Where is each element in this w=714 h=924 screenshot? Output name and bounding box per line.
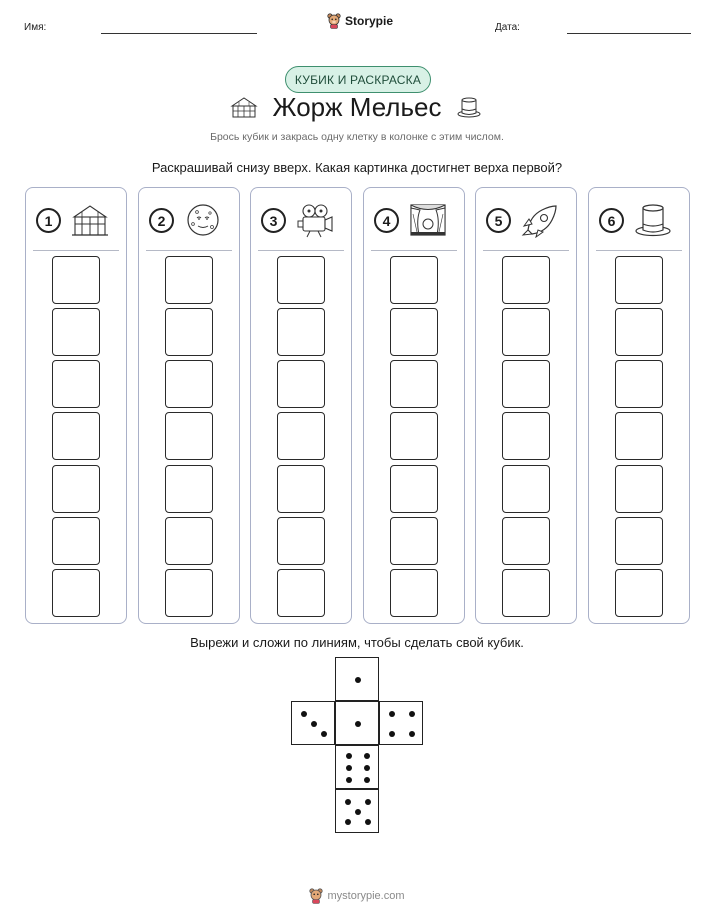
column-divider	[483, 250, 569, 251]
column-divider	[258, 250, 344, 251]
dice-pip	[364, 777, 370, 783]
dice-pip	[365, 799, 371, 805]
color-cell[interactable]	[277, 308, 325, 356]
dice-face-4	[379, 701, 423, 745]
color-cell[interactable]	[277, 360, 325, 408]
column-1	[25, 187, 127, 624]
color-cell[interactable]	[52, 256, 100, 304]
dice-pip	[355, 809, 361, 815]
color-cell[interactable]	[615, 360, 663, 408]
name-label: Имя:	[24, 22, 47, 33]
color-cell[interactable]	[165, 465, 213, 513]
activity-tag: КУБИК И РАСКРАСКА	[285, 66, 431, 93]
color-cell[interactable]	[502, 308, 550, 356]
dice-pip	[365, 819, 371, 825]
column-4	[363, 187, 465, 624]
rocket-icon	[520, 202, 560, 238]
color-cell[interactable]	[390, 412, 438, 460]
column-divider	[371, 250, 457, 251]
column-number: 2	[149, 208, 174, 233]
color-cell[interactable]	[52, 465, 100, 513]
color-cell[interactable]	[390, 569, 438, 617]
dice-pip	[409, 731, 415, 737]
color-cell[interactable]	[52, 360, 100, 408]
cut-instruction: Вырежи и сложи по линиям, чтобы сделать свой кубик.	[190, 635, 524, 650]
color-cell[interactable]	[390, 256, 438, 304]
dice-pip	[301, 711, 307, 717]
color-cell[interactable]	[277, 412, 325, 460]
color-cell[interactable]	[52, 308, 100, 356]
color-cell[interactable]	[502, 465, 550, 513]
date-line[interactable]	[567, 33, 691, 34]
dice-pip	[345, 799, 351, 805]
top-hat-icon	[633, 202, 673, 238]
column-6	[588, 187, 690, 624]
dice-face-1	[335, 657, 379, 701]
name-line[interactable]	[101, 33, 257, 34]
color-cell[interactable]	[52, 412, 100, 460]
column-divider	[146, 250, 232, 251]
dice-pip	[355, 721, 361, 727]
color-cell[interactable]	[390, 360, 438, 408]
column-3	[250, 187, 352, 624]
color-cell[interactable]	[165, 256, 213, 304]
color-cell[interactable]	[615, 412, 663, 460]
subtitle: Брось кубик и закрась одну клетку в колонке с этим числом.	[210, 131, 504, 143]
color-cell[interactable]	[502, 569, 550, 617]
color-cell[interactable]	[165, 517, 213, 565]
color-cell[interactable]	[615, 465, 663, 513]
dice-pip	[346, 765, 352, 771]
color-cell[interactable]	[277, 517, 325, 565]
color-cell[interactable]	[277, 256, 325, 304]
footer-url[interactable]: mystorypie.com	[327, 890, 405, 902]
column-number: 4	[374, 208, 399, 233]
column-number: 6	[599, 208, 624, 233]
bear-mascot-icon	[327, 13, 341, 29]
date-label: Дата:	[495, 22, 520, 33]
column-number: 5	[486, 208, 511, 233]
color-cell[interactable]	[165, 569, 213, 617]
bear-mascot-icon	[309, 888, 323, 904]
color-cell[interactable]	[502, 256, 550, 304]
column-divider	[33, 250, 119, 251]
column-number: 1	[36, 208, 61, 233]
moon-face-icon	[183, 202, 223, 238]
greenhouse-icon	[70, 202, 110, 238]
brand-name: Storypie	[345, 14, 394, 28]
dice-face-6	[335, 745, 379, 789]
color-cell[interactable]	[277, 465, 325, 513]
theater-stage-icon	[408, 202, 448, 238]
color-cell[interactable]	[390, 517, 438, 565]
dice-pip	[345, 819, 351, 825]
color-cell[interactable]	[502, 517, 550, 565]
color-cell[interactable]	[390, 465, 438, 513]
dice-face-5	[335, 789, 379, 833]
color-cell[interactable]	[502, 360, 550, 408]
column-number: 3	[261, 208, 286, 233]
dice-face-1	[335, 701, 379, 745]
film-camera-icon	[295, 202, 335, 238]
dice-pip	[311, 721, 317, 727]
dice-pip	[409, 711, 415, 717]
dice-pip	[389, 711, 395, 717]
color-cell[interactable]	[52, 517, 100, 565]
color-cell[interactable]	[52, 569, 100, 617]
color-cell[interactable]	[165, 412, 213, 460]
dice-pip	[346, 777, 352, 783]
color-cell[interactable]	[165, 360, 213, 408]
color-cell[interactable]	[615, 256, 663, 304]
dice-pip	[364, 753, 370, 759]
column-5	[475, 187, 577, 624]
color-cell[interactable]	[277, 569, 325, 617]
color-cell[interactable]	[615, 569, 663, 617]
dice-pip	[355, 677, 361, 683]
instruction: Раскрашивай снизу вверх. Какая картинка достигнет верха первой?	[151, 160, 563, 175]
color-cell[interactable]	[615, 308, 663, 356]
dice-pip	[364, 765, 370, 771]
color-cell[interactable]	[502, 412, 550, 460]
color-cell[interactable]	[165, 308, 213, 356]
column-divider	[596, 250, 682, 251]
color-cell[interactable]	[615, 517, 663, 565]
footer	[0, 888, 714, 904]
dice-face-3	[291, 701, 335, 745]
dice-pip	[389, 731, 395, 737]
top-hat-icon	[456, 96, 482, 118]
page-title: Жорж Мельес	[272, 92, 442, 122]
dice-pip	[321, 731, 327, 737]
color-cell[interactable]	[390, 308, 438, 356]
dice-pip	[346, 753, 352, 759]
brand-logo	[327, 13, 393, 29]
column-2	[138, 187, 240, 624]
